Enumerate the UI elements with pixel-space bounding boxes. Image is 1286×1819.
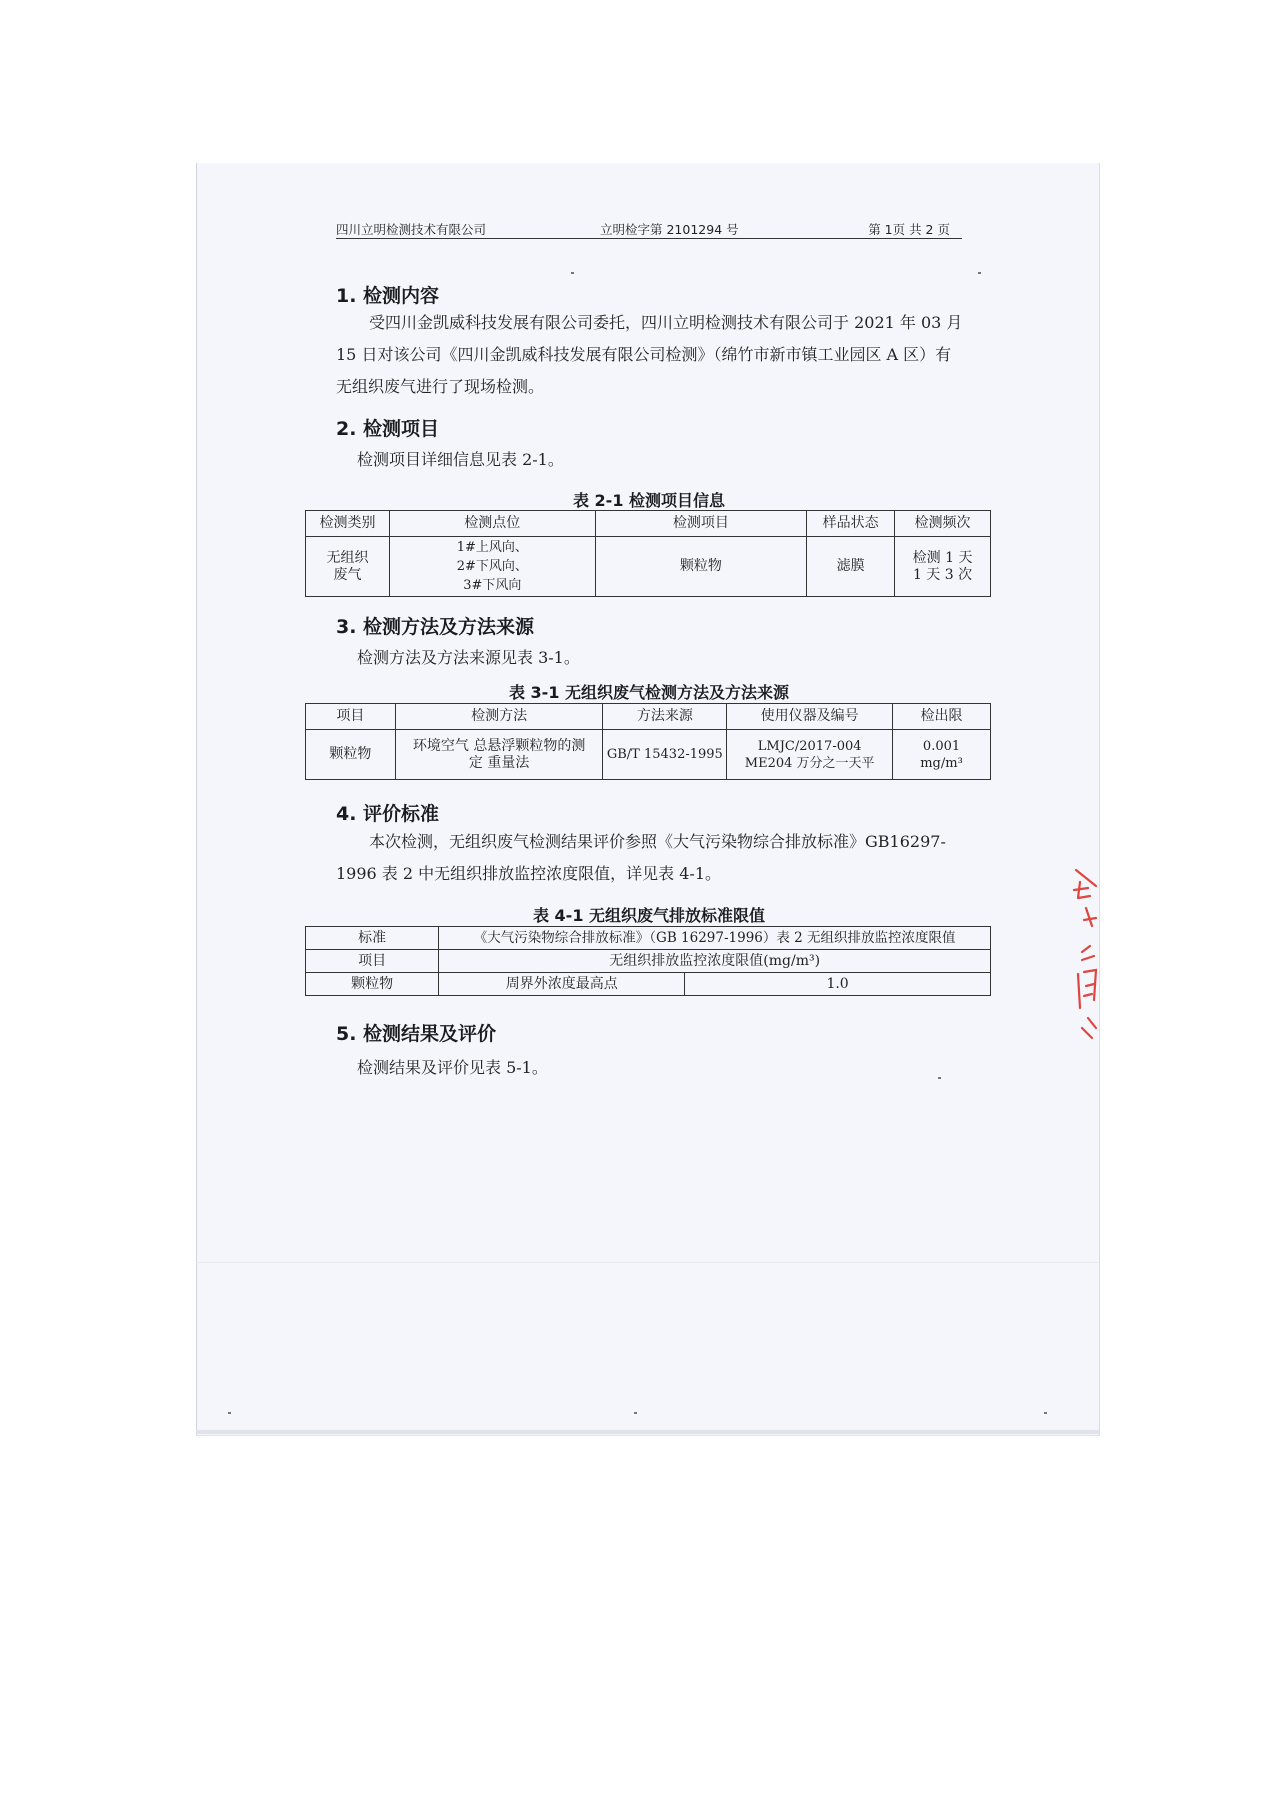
scan-speck bbox=[571, 272, 574, 274]
table-header-cell: 检出限 bbox=[893, 704, 991, 730]
table-4-1-caption: 表 4-1 无组织废气排放标准限值 bbox=[532, 906, 766, 925]
item-value-cell: 无组织排放监控浓度限值(mg/m³) bbox=[439, 950, 991, 973]
item-label-cell: 项目 bbox=[306, 950, 439, 973]
instrument-line-1: LMJC/2017-004 bbox=[757, 738, 862, 754]
table-header-cell: 检测项目 bbox=[595, 511, 807, 537]
table-3-1-caption: 表 3-1 无组织废气检测方法及方法来源 bbox=[508, 683, 790, 702]
standard-label-cell: 标准 bbox=[306, 927, 439, 950]
instrument-line-2: ME204 万分之一天平 bbox=[744, 755, 875, 771]
category-text: 无组织废气 bbox=[326, 549, 369, 583]
header-company: 四川立明检测技术有限公司 bbox=[336, 222, 487, 237]
section-5-text: 检测结果及评价见表 5-1。 bbox=[357, 1058, 548, 1077]
header-report-number: 立明检字第 2101294 号 bbox=[600, 222, 739, 237]
scan-speck bbox=[1044, 1412, 1047, 1414]
limit-value: 0.001 bbox=[922, 738, 961, 754]
table-row bbox=[306, 927, 991, 950]
table-row bbox=[306, 973, 991, 996]
table-row bbox=[306, 704, 991, 730]
section-5-title: 5. 检测结果及评价 bbox=[336, 1023, 497, 1045]
method-line-1: 环境空气 总悬浮颗粒物的测 bbox=[412, 737, 586, 754]
frequency-line-1: 检测 1 天 bbox=[912, 549, 973, 566]
header-page-number: 第 1页 共 2 页 bbox=[868, 222, 950, 237]
point-1: 1#上风向、 bbox=[456, 540, 528, 555]
pollutant-cell: 颗粒物 bbox=[306, 973, 439, 996]
scan-speck bbox=[938, 1077, 941, 1079]
point-3: 3#下风向 bbox=[463, 578, 522, 593]
table-header-cell: 使用仪器及编号 bbox=[727, 704, 893, 730]
section-1-text: 受四川金凯威科技发展有限公司委托，四川立明检测技术有限公司于 2021 年 03 月 15 日对该公司《四川金凯威科技发展有限公司检测》（绵竹市新市镇工业园区 A 区）有无组织废气进行了现场检测。 bbox=[336, 313, 963, 396]
table-row bbox=[306, 511, 991, 537]
section-3-text: 检测方法及方法来源见表 3-1。 bbox=[357, 648, 580, 667]
monitoring-point-cell: 周界外浓度最高点 bbox=[439, 973, 685, 996]
table-2-1 bbox=[305, 510, 991, 597]
standard-value-cell: 《大气污染物综合排放标准》（GB 16297-1996）表 2 无组织排放监控浓度限值 bbox=[439, 927, 991, 950]
item-cell: 颗粒物 bbox=[306, 730, 396, 780]
item-cell: 颗粒物 bbox=[595, 537, 807, 597]
method-line-2: 定 重量法 bbox=[468, 754, 530, 771]
section-4-text: 本次检测，无组织废气检测结果评价参照《大气污染物综合排放标准》GB16297-1996 表 2 中无组织排放监控浓度限值，详见表 4-1。 bbox=[336, 832, 946, 883]
table-row bbox=[306, 537, 991, 597]
points-cell bbox=[389, 537, 595, 597]
section-1-title: 1. 检测内容 bbox=[336, 285, 440, 307]
source-cell: GB/T 15432-1995 bbox=[603, 730, 727, 780]
limit-value-cell: 1.0 bbox=[685, 973, 991, 996]
limit-cell bbox=[893, 730, 991, 780]
method-cell bbox=[395, 730, 603, 780]
partial-seal-stamp bbox=[1068, 868, 1100, 1040]
sample-state-cell: 滤膜 bbox=[807, 537, 895, 597]
table-4-1 bbox=[305, 926, 991, 996]
table-3-1 bbox=[305, 703, 991, 780]
table-header-cell: 检测类别 bbox=[306, 511, 390, 537]
scan-speck bbox=[978, 272, 981, 274]
instrument-cell bbox=[727, 730, 893, 780]
section-2-text: 检测项目详细信息见表 2-1。 bbox=[357, 450, 564, 469]
scan-speck bbox=[634, 1412, 637, 1414]
section-4-title: 4. 评价标准 bbox=[336, 803, 440, 825]
table-header-cell: 样品状态 bbox=[807, 511, 895, 537]
limit-unit: mg/m³ bbox=[920, 755, 963, 771]
frequency-line-2: 1 天 3 次 bbox=[912, 566, 973, 583]
table-header-cell: 项目 bbox=[306, 704, 396, 730]
frequency-cell bbox=[895, 537, 991, 597]
table-row bbox=[306, 730, 991, 780]
category-cell bbox=[306, 537, 390, 597]
table-header-cell: 检测点位 bbox=[389, 511, 595, 537]
table-2-1-caption: 表 2-1 检测项目信息 bbox=[572, 491, 726, 510]
point-2: 2#下风向、 bbox=[456, 559, 528, 574]
page-header bbox=[336, 218, 962, 239]
section-3-title: 3. 检测方法及方法来源 bbox=[336, 616, 535, 638]
scan-speck bbox=[228, 1412, 231, 1414]
table-header-cell: 检测频次 bbox=[895, 511, 991, 537]
table-header-cell: 方法来源 bbox=[603, 704, 727, 730]
table-row bbox=[306, 950, 991, 973]
scan-fold-line bbox=[196, 1262, 1100, 1263]
table-header-cell: 检测方法 bbox=[395, 704, 603, 730]
scan-bottom-edge bbox=[196, 1430, 1100, 1434]
section-2-title: 2. 检测项目 bbox=[336, 418, 440, 440]
